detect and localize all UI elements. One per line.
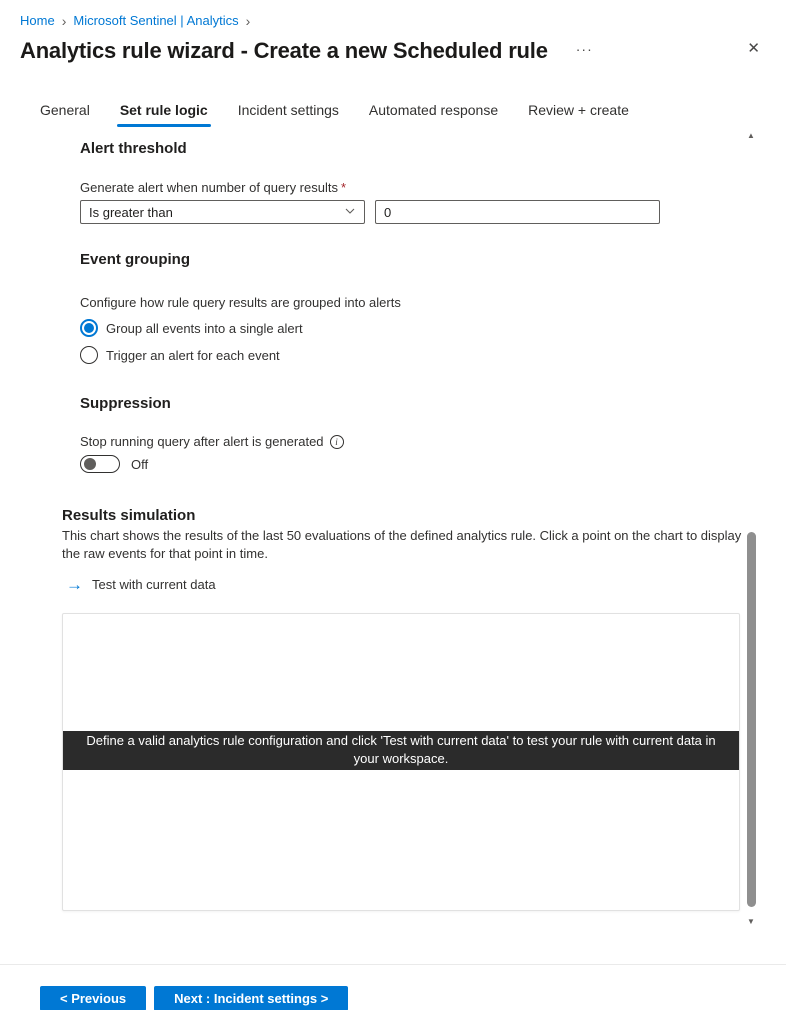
operator-dropdown[interactable]: [80, 200, 365, 224]
alert-threshold-heading: Alert threshold: [80, 140, 187, 157]
toggle-knob: [84, 458, 96, 470]
suppression-heading: Suppression: [80, 395, 171, 412]
tab-incident-settings[interactable]: Incident settings: [237, 102, 339, 118]
previous-button[interactable]: < Previous: [40, 986, 146, 1010]
radio-label: Trigger an alert for each event: [106, 347, 280, 363]
radio-unselected-icon[interactable]: [80, 346, 98, 364]
scrollbar[interactable]: [744, 129, 758, 929]
radio-selected-icon[interactable]: [80, 319, 98, 337]
alert-threshold-label: [80, 180, 786, 195]
tab-general[interactable]: General: [40, 102, 90, 118]
tab-review-create[interactable]: Review + create: [528, 102, 629, 118]
test-with-current-data-button[interactable]: [66, 576, 786, 593]
breadcrumb: [0, 0, 786, 28]
suppression-label: Stop running query after alert is generated: [80, 434, 324, 449]
chevron-down-icon: [344, 205, 356, 220]
scroll-up-icon[interactable]: ▲: [747, 131, 755, 140]
operator-dropdown-value: Is greater than: [89, 204, 173, 220]
suppression-toggle-row: [80, 455, 786, 473]
results-simulation-heading: Results simulation: [62, 507, 196, 524]
suppression-toggle[interactable]: [80, 455, 120, 473]
scrollbar-thumb[interactable]: [747, 532, 756, 907]
tab-content-set-rule-logic: [0, 127, 786, 933]
wizard-footer: [0, 965, 786, 1010]
radio-alert-per-event[interactable]: [80, 346, 786, 364]
breadcrumb-sentinel-analytics-link[interactable]: Microsoft Sentinel | Analytics: [73, 13, 239, 28]
close-icon[interactable]: ✕: [747, 40, 760, 57]
radio-group-single-alert[interactable]: [80, 319, 786, 337]
scroll-down-icon[interactable]: ▼: [747, 917, 755, 926]
alert-threshold-fields: [80, 200, 786, 224]
breadcrumb-chevron-icon: ›: [61, 12, 67, 29]
suppression-label-row: [80, 434, 786, 449]
info-icon[interactable]: i: [330, 435, 344, 449]
tab-automated-response[interactable]: Automated response: [368, 102, 499, 118]
suppression-toggle-state: Off: [131, 456, 149, 472]
next-incident-settings-button[interactable]: Next : Incident settings >: [154, 986, 348, 1010]
event-grouping-description: Configure how rule query results are grouped into alerts: [80, 295, 401, 310]
title-row: [0, 28, 786, 65]
breadcrumb-chevron-icon: ›: [245, 12, 251, 29]
required-marker: *: [340, 180, 347, 195]
tab-set-rule-logic[interactable]: Set rule logic: [120, 102, 208, 127]
results-simulation-chart: [62, 613, 740, 911]
more-options-icon[interactable]: ···: [575, 41, 593, 57]
test-link-label: Test with current data: [92, 577, 216, 592]
page-title: Analytics rule wizard - Create a new Scheduled rule: [20, 38, 548, 63]
event-grouping-heading: Event grouping: [80, 251, 190, 268]
alert-threshold-label-text: Generate alert when number of query results: [80, 180, 338, 195]
radio-label: Group all events into a single alert: [106, 320, 303, 336]
results-simulation-description: This chart shows the results of the last 50 evaluations of the defined analytics rule. Click a point on the chart to display the raw events for that point in time.: [62, 528, 742, 561]
arrow-right-icon: →: [66, 575, 83, 594]
chart-placeholder-message: Define a valid analytics rule configuration and click 'Test with current data' to test your rule with current data in your workspace.: [63, 731, 739, 770]
threshold-value-input[interactable]: [375, 200, 660, 224]
tab-bar: [40, 102, 786, 127]
breadcrumb-home-link[interactable]: Home: [20, 13, 55, 28]
